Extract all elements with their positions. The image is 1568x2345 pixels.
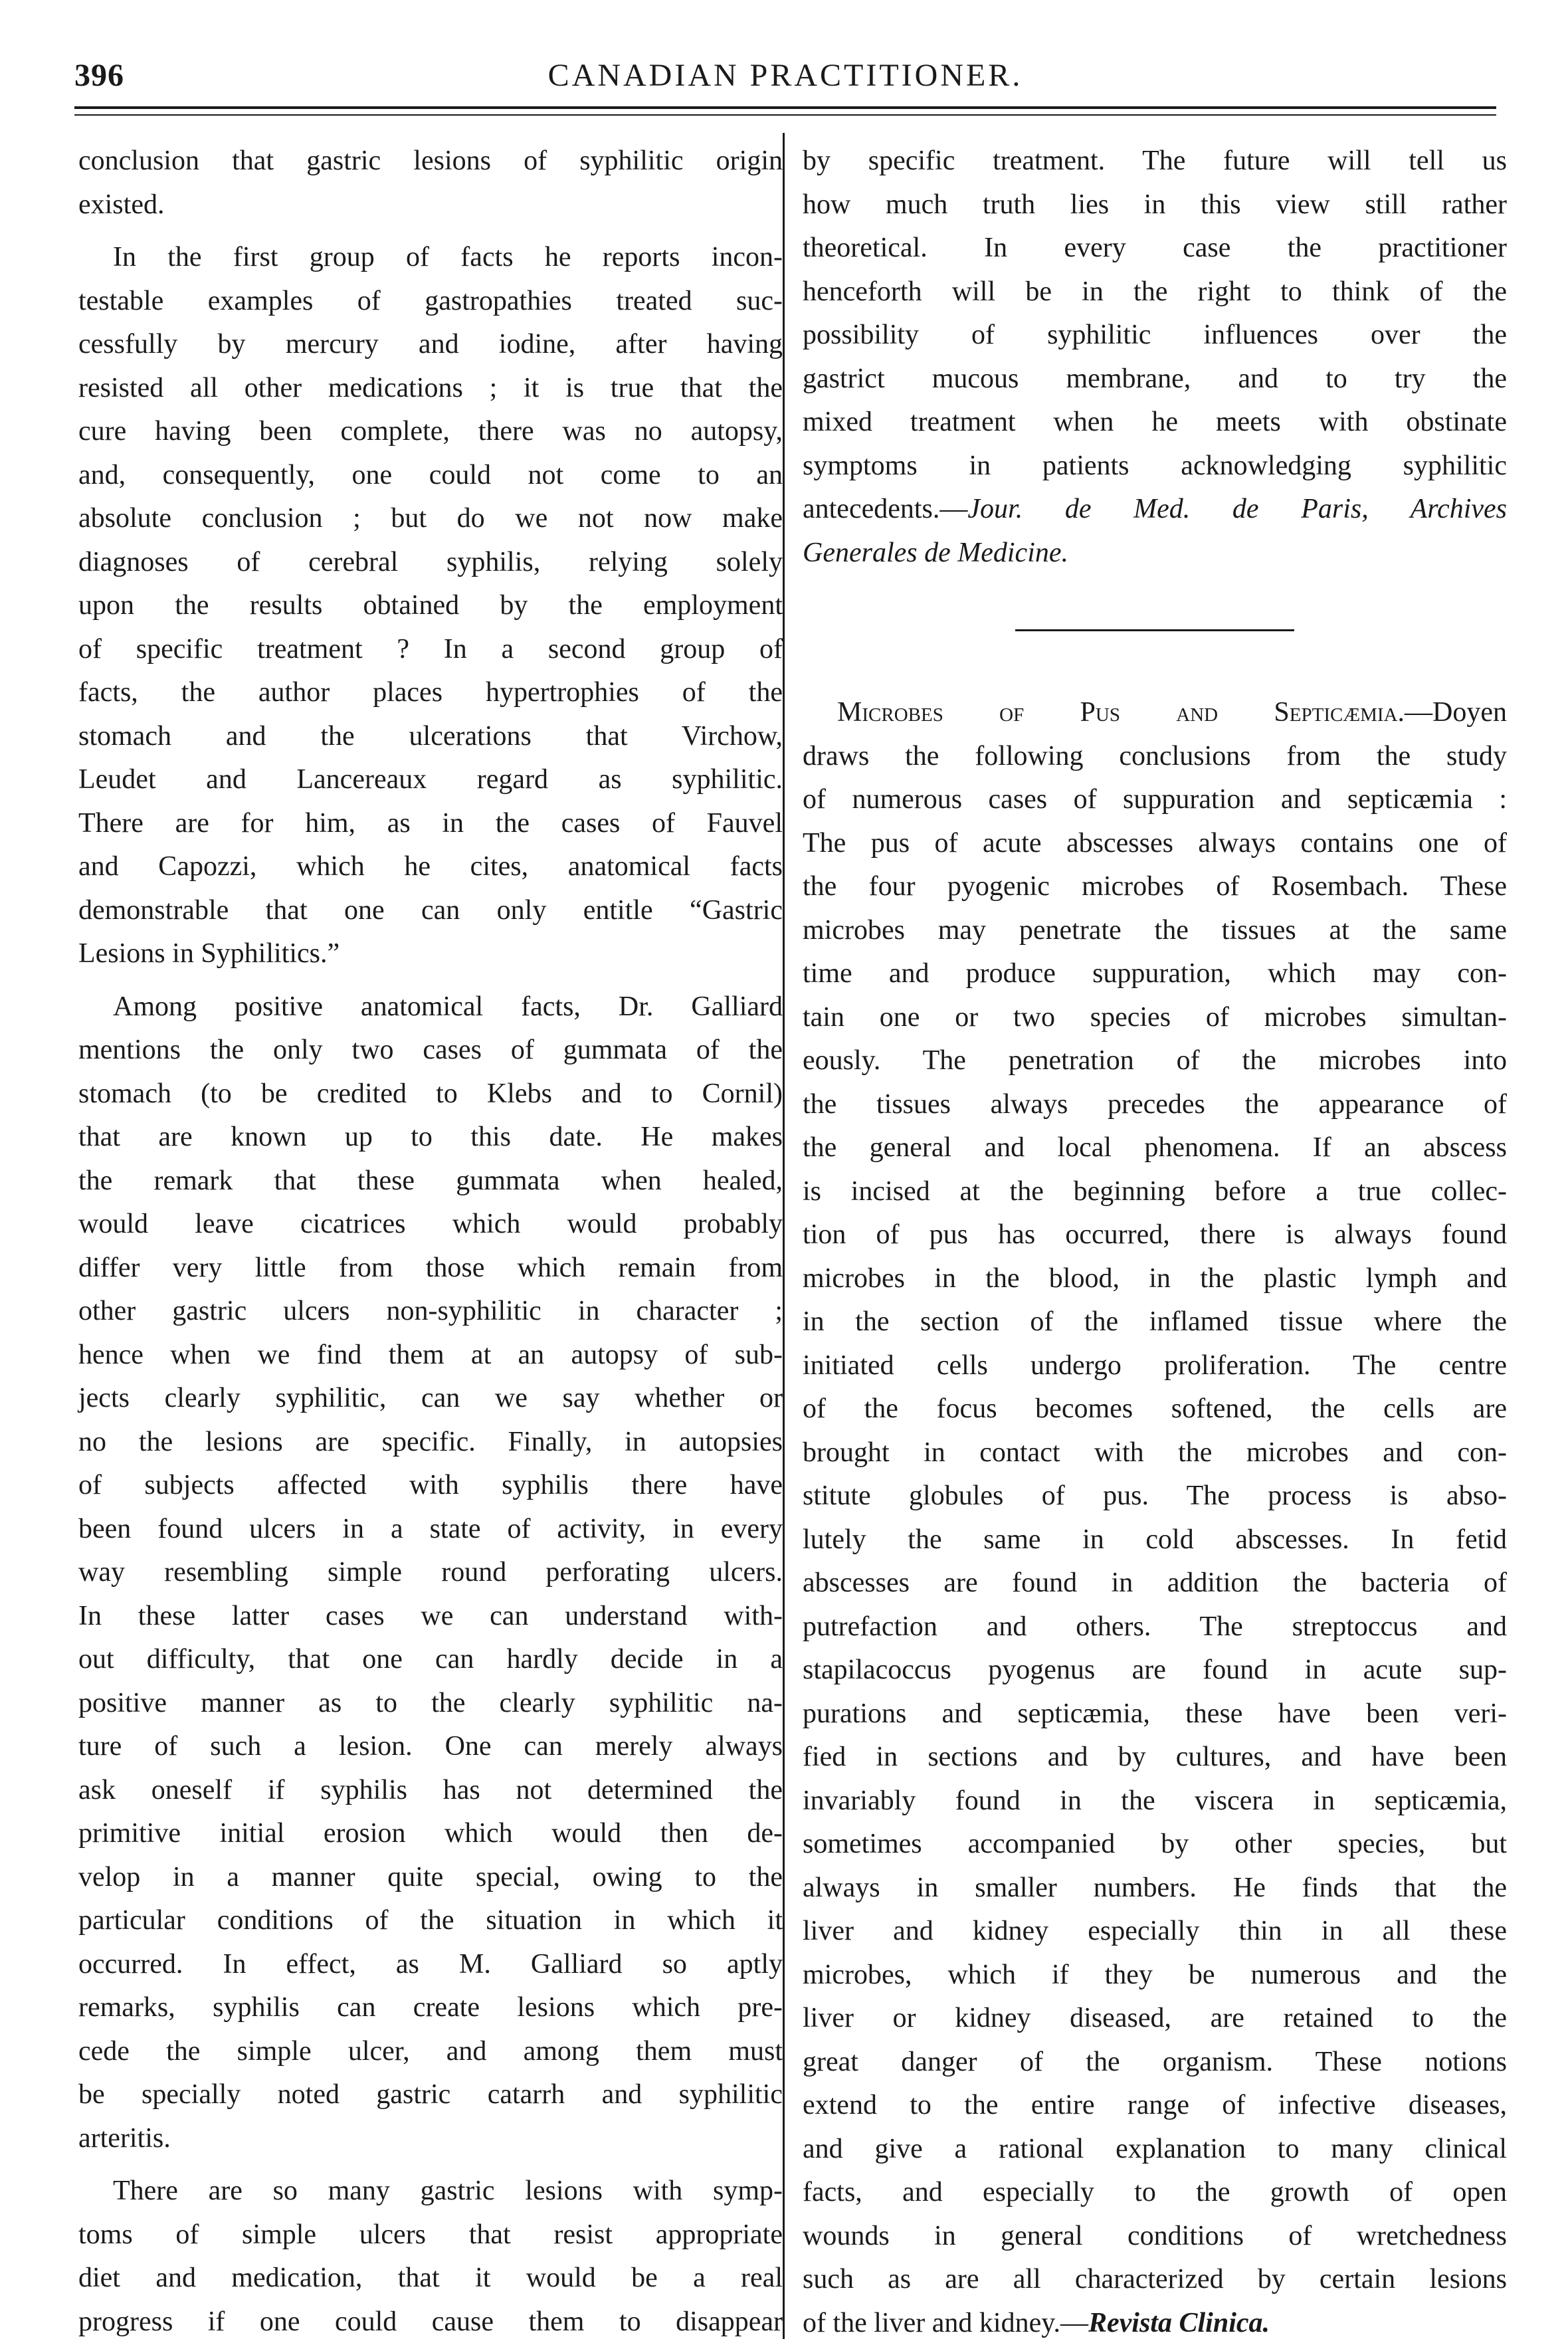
text-line: henceforth will be in the right to think of the <box>803 270 1507 314</box>
text-line: Among positive anatomical facts, Dr. Galliard <box>78 985 783 1029</box>
text-line: remarks, syphilis can create lesions which pre- <box>78 1986 783 2030</box>
text-line: stapilacoccus pyogenus are found in acute sup- <box>803 1649 1507 1692</box>
text-line: of subjects affected with syphilis there have <box>78 1464 783 1508</box>
column-divider <box>783 133 785 2339</box>
text-line: hence when we find them at an autopsy of sub- <box>78 1334 783 1377</box>
text-line: particular conditions of the situation in which it <box>78 1899 783 1943</box>
page-header <box>74 57 1496 104</box>
header-rule-thin <box>74 114 1496 116</box>
text-line: microbes, which if they be numerous and the <box>803 1954 1507 1997</box>
text-line: velop in a manner quite special, owing to the <box>78 1856 783 1900</box>
text-line: draws the following conclusions from the study <box>803 735 1507 779</box>
text-line: other gastric ulcers non-syphilitic in character ; <box>78 1290 783 1334</box>
text-line: There are so many gastric lesions with symp- <box>78 2170 783 2213</box>
text-line: putrefaction and others. The streptoccus and <box>803 1605 1507 1649</box>
text-line: and Capozzi, which he cites, anatomical facts <box>78 845 783 889</box>
paragraph-gap <box>78 976 783 985</box>
text-line: eously. The penetration of the microbes into <box>803 1039 1507 1083</box>
text-line: microbes may penetrate the tissues at the same <box>803 909 1507 953</box>
text-line: conclusion that gastric lesions of syphilitic origin <box>78 140 783 183</box>
text-line: progress if one could cause them to disappear <box>78 2300 783 2344</box>
text-line: diagnoses of cerebral syphilis, relying solely <box>78 541 783 585</box>
text-line: the remark that these gummata when healed, <box>78 1160 783 1203</box>
text-line: Lesions in Syphilitics.” <box>78 932 783 976</box>
running-title: CANADIAN PRACTITIONER. <box>500 57 1071 94</box>
text-line: of the focus becomes softened, the cells are <box>803 1387 1507 1431</box>
text-line: positive manner as to the clearly syphilitic na- <box>78 1682 783 1726</box>
text-line: the general and local phenomena. If an abscess <box>803 1126 1507 1170</box>
text-line: ture of such a lesion. One can merely always <box>78 1725 783 1769</box>
text-line: gastrict mucous membrane, and to try the <box>803 357 1507 401</box>
text-line: time and produce suppuration, which may con- <box>803 952 1507 996</box>
text-line: the tissues always precedes the appearance of <box>803 1083 1507 1127</box>
text-line: demonstrable that one can only entitle “Gastric <box>78 889 783 933</box>
text-line: symptoms in patients acknowledging syphilitic <box>803 445 1507 488</box>
text-line: absolute conclusion ; but do we not now make <box>78 497 783 541</box>
text-line: and give a rational explanation to many clinical <box>803 2128 1507 2172</box>
text-line: stitute globules of pus. The process is abso- <box>803 1475 1507 1518</box>
text-line: In the first group of facts he reports incon- <box>78 236 783 280</box>
text-line: abscesses are found in addition the bacteria of <box>803 1562 1507 1605</box>
text-line: no the lesions are specific. Finally, in autopsies <box>78 1421 783 1465</box>
text-line: possibility of syphilitic influences over the <box>803 314 1507 357</box>
paragraph-gap <box>78 227 783 236</box>
text-line: cessfully by mercury and iodine, after having <box>78 323 783 367</box>
text-line: mentions the only two cases of gummata of the <box>78 1029 783 1072</box>
text-line: how much truth lies in this view still rather <box>803 183 1507 227</box>
text-line: initiated cells undergo proliferation. The centre <box>803 1344 1507 1388</box>
text-line: testable examples of gastropathies treated suc- <box>78 280 783 324</box>
article-heading: Microbes of Pus and Septicæmia. <box>837 697 1405 728</box>
text-line: invariably found in the viscera in septicæmia, <box>803 1780 1507 1823</box>
text-line: of numerous cases of suppuration and septicæmia : <box>803 778 1507 822</box>
text-line: stomach and the ulcerations that Virchow, <box>78 715 783 759</box>
text-line: is incised at the beginning before a true collec- <box>803 1170 1507 1214</box>
text-line: ask oneself if syphilis has not determined the <box>78 1769 783 1813</box>
article-separator <box>1015 629 1294 631</box>
text-line: the four pyogenic microbes of Rosembach. These <box>803 865 1507 909</box>
text-line: by specific treatment. The future will tell us <box>803 140 1507 183</box>
text-line: sometimes accompanied by other species, but <box>803 1823 1507 1867</box>
text-line: in the section of the inflamed tissue where the <box>803 1300 1507 1344</box>
header-rule <box>74 106 1496 109</box>
article-end-line: of the liver and kidney.—Revista Clinica. <box>803 2302 1507 2345</box>
text-line: fied in sections and by cultures, and have been <box>803 1736 1507 1780</box>
text-line: would leave cicatrices which would probably <box>78 1203 783 1247</box>
text-line: extend to the entire range of infective diseases, <box>803 2084 1507 2128</box>
citation-source: Jour. de Med. de Paris, Archives <box>967 494 1507 524</box>
text-line: occurred. In effect, as M. Galliard so aptly <box>78 1943 783 1987</box>
text-line: differ very little from those which remain from <box>78 1247 783 1290</box>
text-line: such as are all characterized by certain lesions <box>803 2258 1507 2302</box>
text-line: been found ulcers in a state of activity, in every <box>78 1508 783 1552</box>
text-line: liver or kidney diseased, are retained to the <box>803 1997 1507 2041</box>
article-continuation <box>803 140 1507 488</box>
citation-line-1: antecedents.—Jour. de Med. de Paris, Archives <box>803 488 1507 532</box>
text-line: purations and septicæmia, these have been veri- <box>803 1692 1507 1736</box>
text-line: toms of simple ulcers that resist appropriate <box>78 2213 783 2257</box>
text-line: mixed treatment when he meets with obstinate <box>803 401 1507 445</box>
text-line: In these latter cases we can understand with- <box>78 1595 783 1639</box>
article-heading-line: Microbes of Pus and Septicæmia.—Doyen <box>803 691 1507 735</box>
text-line: always in smaller numbers. He finds that the <box>803 1867 1507 1910</box>
text-line: great danger of the organism. These notions <box>803 2041 1507 2085</box>
text-line: microbes in the blood, in the plastic lymph and <box>803 1257 1507 1301</box>
article-body <box>803 735 1507 2302</box>
page-number: 396 <box>74 57 124 94</box>
text-line: be specially noted gastric catarrh and syphilitic <box>78 2073 783 2117</box>
text-line: and, consequently, one could not come to an <box>78 454 783 498</box>
text-line: cure having been complete, there was no autopsy, <box>78 410 783 454</box>
text-line: upon the results obtained by the employment <box>78 584 783 628</box>
text-line: There are for him, as in the cases of Fauvel <box>78 802 783 846</box>
text-line: facts, and especially to the growth of open <box>803 2171 1507 2215</box>
text-line: cede the simple ulcer, and among them must <box>78 2030 783 2074</box>
text-line: that are known up to this date. He makes <box>78 1116 783 1160</box>
citation-line-2: Generales de Medicine. <box>803 532 1507 575</box>
text-line: lutely the same in cold abscesses. In fetid <box>803 1518 1507 1562</box>
article-source: Revista Clinica. <box>1088 2308 1270 2338</box>
text-line: brought in contact with the microbes and con- <box>803 1431 1507 1475</box>
text-line: jects clearly syphilitic, can we say whether or <box>78 1377 783 1421</box>
text-line: primitive initial erosion which would then de- <box>78 1812 783 1856</box>
text-line: diet and medication, that it would be a real <box>78 2257 783 2300</box>
text-line: facts, the author places hypertrophies of the <box>78 671 783 715</box>
text-line: existed. <box>78 183 783 227</box>
text-line: way resembling simple round perforating ulcers. <box>78 1551 783 1595</box>
text-line: tion of pus has occurred, there is always found <box>803 1213 1507 1257</box>
left-column <box>78 140 783 2344</box>
text-line: Leudet and Lancereaux regard as syphilitic. <box>78 758 783 802</box>
text-line: stomach (to be credited to Klebs and to Cornil) <box>78 1072 783 1116</box>
text-line: out difficulty, that one can hardly decide in a <box>78 1638 783 1682</box>
text-line: theoretical. In every case the practitioner <box>803 227 1507 270</box>
text-line: tain one or two species of microbes simultan- <box>803 996 1507 1040</box>
text-line: The pus of acute abscesses always contains one of <box>803 822 1507 866</box>
paragraph-gap <box>78 2160 783 2170</box>
text-line: of specific treatment ? In a second group of <box>78 628 783 672</box>
text-line: resisted all other medications ; it is true that the <box>78 367 783 411</box>
text-line: wounds in general conditions of wretchedness <box>803 2215 1507 2259</box>
right-column <box>803 140 1507 2345</box>
text-line: liver and kidney especially thin in all these <box>803 1910 1507 1954</box>
text-line: arteritis. <box>78 2117 783 2161</box>
